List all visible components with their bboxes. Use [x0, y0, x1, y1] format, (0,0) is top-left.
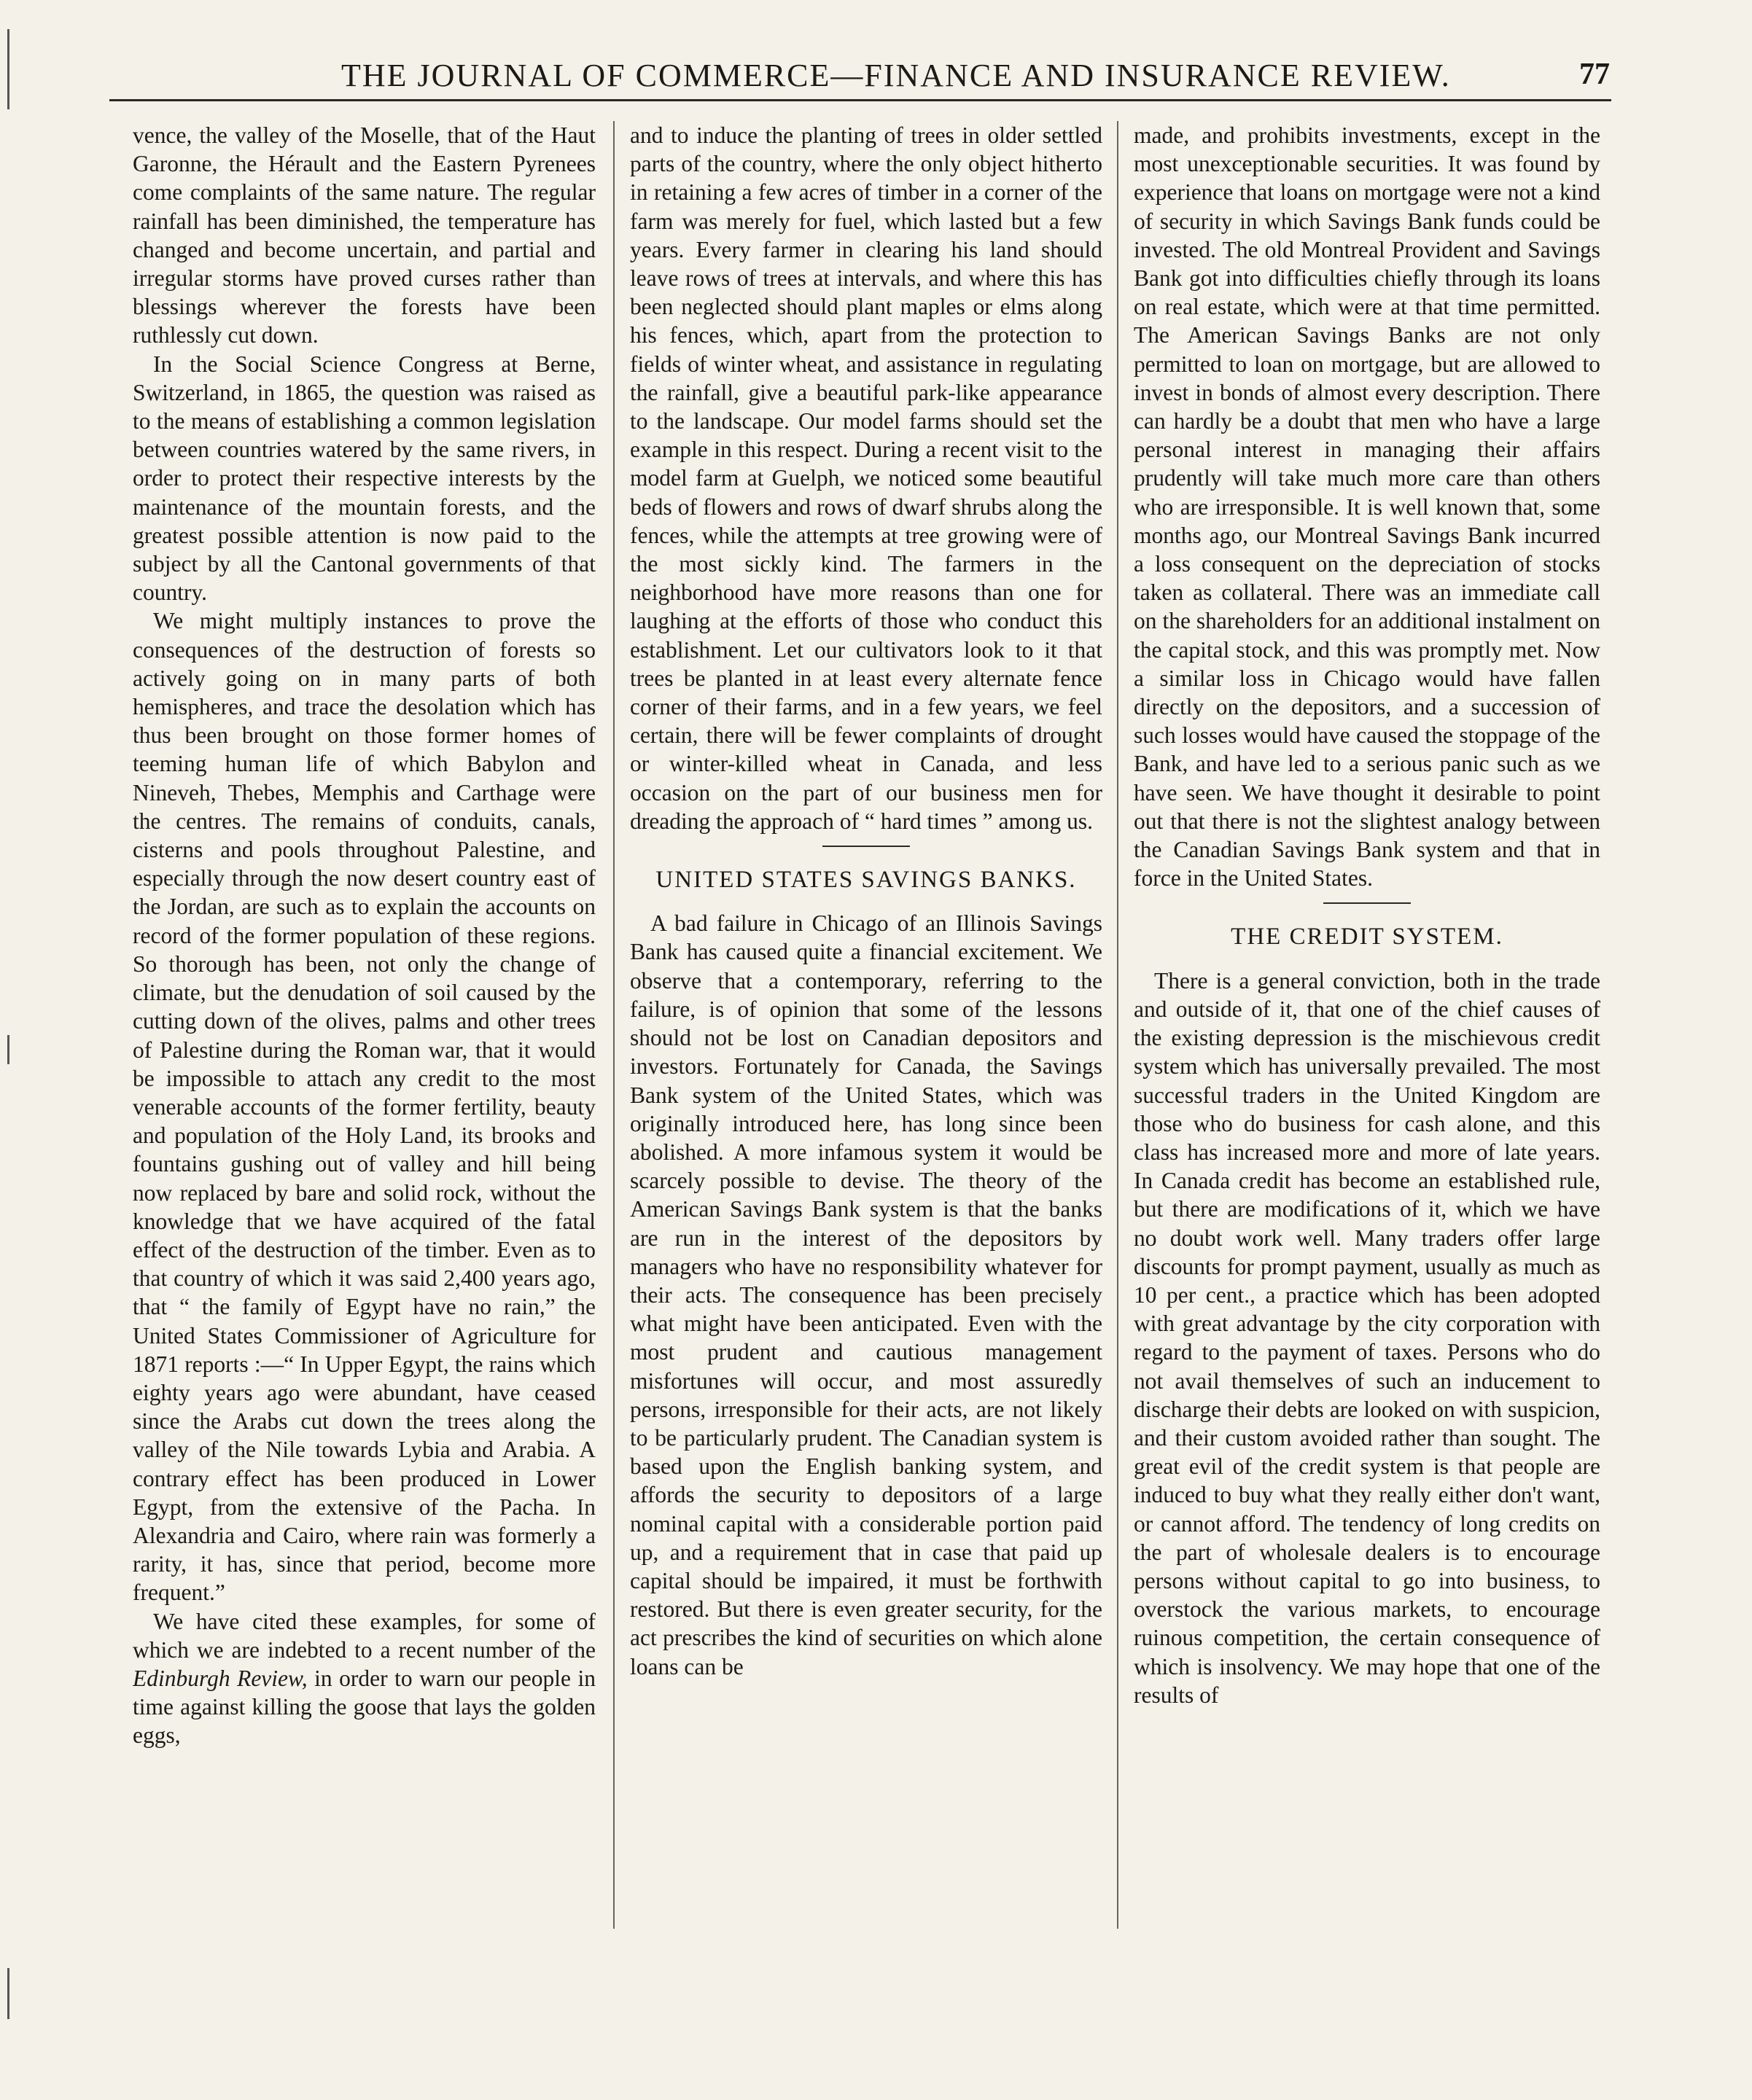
- paragraph: We might multiply instances to prove the consequences of the destruction of forests so actively going on in many parts of both hemispheres, and trace the desolation which has thus been brought on those former homes of teeming human life of which Babylon and Nineveh, Thebes, Memphis and Carthage were the centres. The remains of conduits, canals, cisterns and pools throughout Palestine, and especially through the now desert country east of the Jordan, are such as to explain the accounts on record of the former population of these regions. So thorough has been, not only the change of climate, but the denudation of soil caused by the cutting down of the olives, palms and other trees of Palestine during the Roman war, that it would be impossible to attach any credit to the most venerable accounts of the former fertility, beauty and population of the Holy Land, its brooks and fountains gushing out of valley and hill being now replaced by bare and solid rock, without the knowledge that we have acquired of the fatal effect of the destruction of the timber. Even as to that country of which it was said 2,400 years ago, that “ the family of Egypt have no rain,” the United States Commissioner of Agriculture for 1871 reports :—“ In Upper Egypt, the rains which eighty years ago were abundant, have ceased since the Arabs cut down the trees along the valley of the Nile towards Lybia and Arabia. A contrary effect has been produced in Lower Egypt, from the extensive of the Pacha. In Alexandria and Cairo, where rain was formerly a rarity, it has, since that period, become more frequent.”: [133, 608, 596, 1606]
- paragraph: [133, 1607, 596, 1750]
- scan-edge-mark: [7, 1035, 9, 1064]
- page-number: 77: [1579, 58, 1610, 91]
- column-1: [133, 121, 596, 1958]
- paragraph: A bad failure in Chicago of an Illinois Savings Bank has caused quite a financial excitement. We observe that a contemporary, referring to the failure, is of opinion that some of the lessons should not be lost on Canadian depositors and investors. Fortunately for Canada, the Savings Bank system of the United States, which was originally introduced here, has long since been abolished. A more infamous system it would be scarcely possible to devise. The theory of the American Savings Bank system is that the banks are run in the interest of the depositors by managers who have no responsibility whatever for their acts. The consequence has been precisely what might have been anticipated. Even with the most prudent and cautious management misfortunes will occur, and most assuredly persons, irresponsible for their acts, are not likely to be particularly prudent. The Canadian system is based upon the English banking system, and affords the security to depositors of a large nominal capital with a considerable portion paid up, and a requirement that in case that paid up capital should be impaired, it must be forthwith restored. But there is even greater security, for the act prescribes the kind of securities on which alone loans can be: [630, 910, 1102, 1679]
- column-rule-right: [1117, 121, 1118, 1929]
- scan-edge-mark: [7, 1968, 9, 2019]
- column-3: [1134, 121, 1600, 1958]
- section-divider: [822, 846, 910, 847]
- section-heading: THE CREDIT SYSTEM.: [1231, 924, 1503, 951]
- column-2: [630, 121, 1102, 1958]
- publication-title: Edinburgh Review,: [133, 1665, 308, 1691]
- section-divider: [1323, 902, 1411, 904]
- page-header: [109, 52, 1611, 101]
- paragraph: There is a general conviction, both in the trade and outside of it, that one of the chief causes of the existing depression is the mischievous credit system which has universally prevailed. The most successful traders in the United Kingdom are those who do business for cash alone, and this class has increased more and more of late years. In Canada credit has become an established rule, but there are modifications of it, which we have no doubt work well. Many traders offer large discounts for prompt payment, usually as much as 10 per cent., a practice which has been adopted with great advantage by the city corporation with regard to the payment of taxes. Persons who do not avail themselves of such an inducement to discharge their debts are looked on with suspicion, and their custom avoided rather than sought. The great evil of the credit system is that people are induced to buy what they really either don't want, or cannot afford. The tendency of long credits on the part of wholesale dealers is to encourage persons without capital to go into business, to overstock the various markets, to encourage ruinous competition, the certain consequence of which is insolvency. We may hope that one of the results of: [1134, 967, 1600, 1708]
- section-heading: UNITED STATES SAVINGS BANKS.: [655, 867, 1077, 894]
- paragraph: made, and prohibits investments, except in the most unexceptionable securities. It was found by experience that loans on mortgage were not a kind of security in which Savings Bank funds could be invested. The old Montreal Provident and Savings Bank got into difficulties chiefly through its loans on real estate, which were at that time permitted. The American Savings Banks are not only permitted to loan on mortgage, but are allowed to invest in bonds of almost every description. There can hardly be a doubt that men who have a large personal interest in managing their affairs prudently will take much more care than others who are irresponsible. It is well known that, some months ago, our Montreal Savings Bank incurred a loss consequent on the depreciation of stocks taken as collateral. There was an immediate call on the shareholders for an additional instalment on the capital stock, and this was promptly met. Now a similar loss in Chicago would have fallen directly on the depositors, and a succession of such losses would have caused the stoppage of the Bank, and have led to a serious panic such as we have seen. We have thought it desirable to point out that there is not the slightest analogy between the Canadian Savings Bank system and that in force in the United States.: [1134, 122, 1600, 891]
- paragraph-text: in order to warn our people in time against killing the goose that lays the golden eggs,: [133, 1665, 596, 1749]
- paragraph: and to induce the planting of trees in older settled parts of the country, where the only object hitherto in retaining a few acres of timber in a corner of the farm was merely for fuel, which lasted but a few years. Every farmer in clearing his land should leave rows of trees at intervals, and where this has been neglected should plant maples or elms along his fences, which, apart from the protection to fields of winter wheat, and assistance in regulating the rainfall, give a beautiful park-like appearance to the landscape. Our model farms should set the example in this respect. During a recent visit to the model farm at Guelph, we noticed some beautiful beds of flowers and rows of dwarf shrubs along the fences, while the attempts at tree growing were of the most sickly kind. The farmers in the neighborhood have more reasons than one for laughing at the efforts of those who conduct this establishment. Let our cultivators look to it that trees be planted in at least every alternate fence corner of their farms, and in a few years, we feel certain, there will be fewer complaints of drought or winter-killed wheat in Canada, and less occasion on the part of our business men for dreading the approach of “ hard times ” among us.: [630, 122, 1102, 834]
- paragraph: vence, the valley of the Moselle, that of the Haut Garonne, the Hérault and the Eastern Pyrenees come complaints of the same nature. The regular rainfall has been diminished, the temperature has changed and become uncertain, and partial and irregular storms have proved curses rather than blessings wherever the forests have been ruthlessly cut down.: [133, 122, 596, 348]
- scan-edge-mark: [7, 29, 9, 109]
- paragraph: In the Social Science Congress at Berne, Switzerland, in 1865, the question was raised as to the means of establishing a common legislation between countries watered by the same rivers, in order to protect their respective interests by the maintenance of the mountain forests, and the greatest possible attention is now paid to the subject by all the Cantonal governments of that country.: [133, 351, 596, 606]
- paragraph-text: We have cited these examples, for some of which we are indebted to a recent number of the: [133, 1608, 596, 1663]
- column-rule-left: [613, 121, 615, 1929]
- journal-title: THE JOURNAL OF COMMERCE—FINANCE AND INSURANCE REVIEW.: [341, 58, 1451, 93]
